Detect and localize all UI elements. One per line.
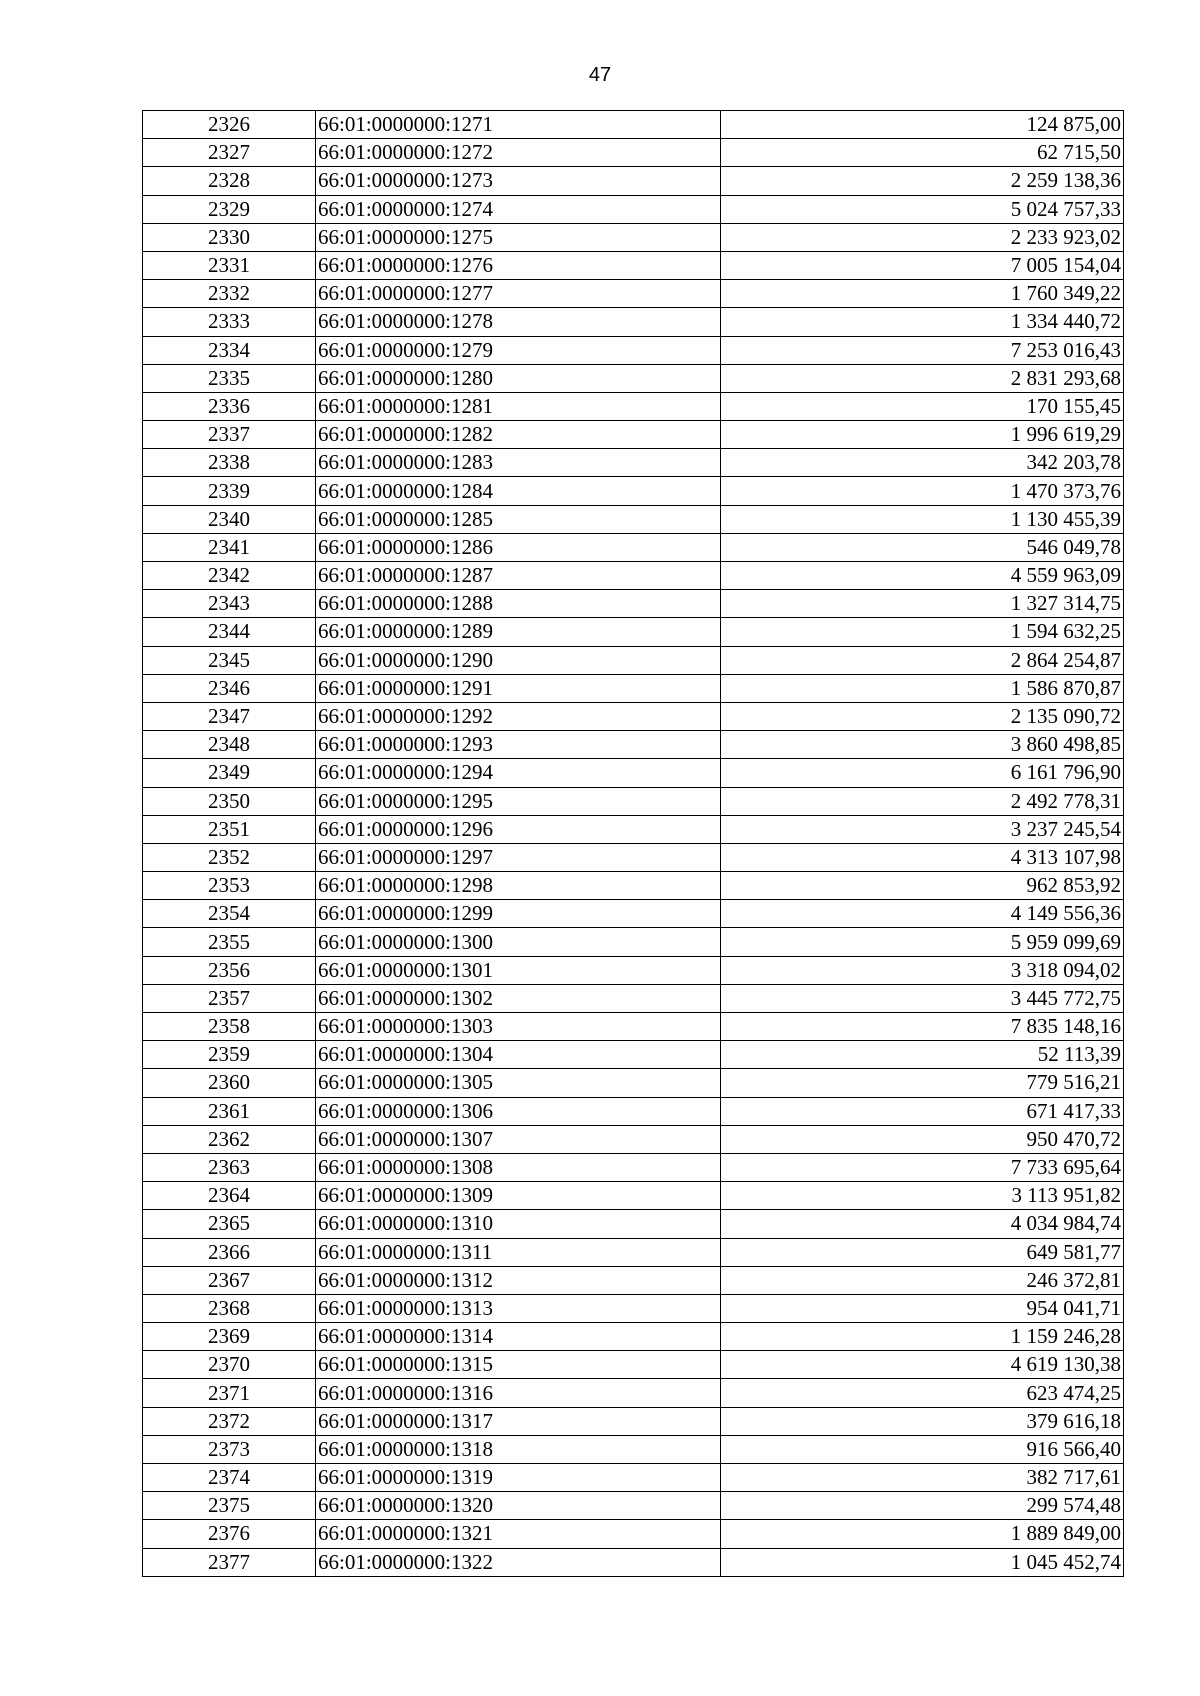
table-row bbox=[143, 280, 1124, 308]
cadastral-value-cell: 3 860 498,85 bbox=[721, 731, 1124, 759]
cadastral-value-cell: 62 715,50 bbox=[721, 139, 1124, 167]
table-row bbox=[143, 1153, 1124, 1181]
cadastral-number-cell: 66:01:0000000:1308 bbox=[316, 1153, 721, 1181]
table-row bbox=[143, 1464, 1124, 1492]
row-number-cell: 2365 bbox=[143, 1210, 316, 1238]
row-number-cell: 2355 bbox=[143, 928, 316, 956]
table-row bbox=[143, 1238, 1124, 1266]
cadastral-number-cell: 66:01:0000000:1320 bbox=[316, 1492, 721, 1520]
cadastral-value-cell: 916 566,40 bbox=[721, 1435, 1124, 1463]
row-number-cell: 2347 bbox=[143, 702, 316, 730]
cadastral-value-cell: 7 253 016,43 bbox=[721, 336, 1124, 364]
cadastral-number-cell: 66:01:0000000:1280 bbox=[316, 364, 721, 392]
cadastral-value-cell: 671 417,33 bbox=[721, 1097, 1124, 1125]
row-number-cell: 2332 bbox=[143, 280, 316, 308]
cadastral-number-cell: 66:01:0000000:1309 bbox=[316, 1182, 721, 1210]
table-row bbox=[143, 1351, 1124, 1379]
table-row bbox=[143, 787, 1124, 815]
row-number-cell: 2333 bbox=[143, 308, 316, 336]
table-row bbox=[143, 477, 1124, 505]
row-number-cell: 2370 bbox=[143, 1351, 316, 1379]
cadastral-value-cell: 962 853,92 bbox=[721, 872, 1124, 900]
table-row bbox=[143, 815, 1124, 843]
cadastral-number-cell: 66:01:0000000:1302 bbox=[316, 984, 721, 1012]
cadastral-value-cell: 649 581,77 bbox=[721, 1238, 1124, 1266]
cadastral-value-cell: 1 760 349,22 bbox=[721, 280, 1124, 308]
cadastral-value-cell: 779 516,21 bbox=[721, 1069, 1124, 1097]
cadastral-value-cell: 2 135 090,72 bbox=[721, 702, 1124, 730]
row-number-cell: 2335 bbox=[143, 364, 316, 392]
table-row bbox=[143, 1210, 1124, 1238]
cadastral-number-cell: 66:01:0000000:1288 bbox=[316, 590, 721, 618]
cadastral-number-cell: 66:01:0000000:1312 bbox=[316, 1266, 721, 1294]
cadastral-number-cell: 66:01:0000000:1273 bbox=[316, 167, 721, 195]
cadastral-value-cell: 950 470,72 bbox=[721, 1125, 1124, 1153]
cadastral-number-cell: 66:01:0000000:1292 bbox=[316, 702, 721, 730]
cadastral-value-cell: 4 559 963,09 bbox=[721, 562, 1124, 590]
table-row bbox=[143, 251, 1124, 279]
row-number-cell: 2363 bbox=[143, 1153, 316, 1181]
cadastral-number-cell: 66:01:0000000:1281 bbox=[316, 392, 721, 420]
row-number-cell: 2371 bbox=[143, 1379, 316, 1407]
row-number-cell: 2342 bbox=[143, 562, 316, 590]
cadastral-value-cell: 4 619 130,38 bbox=[721, 1351, 1124, 1379]
table-row bbox=[143, 223, 1124, 251]
cadastral-number-cell: 66:01:0000000:1287 bbox=[316, 562, 721, 590]
row-number-cell: 2360 bbox=[143, 1069, 316, 1097]
cadastral-number-cell: 66:01:0000000:1289 bbox=[316, 618, 721, 646]
row-number-cell: 2326 bbox=[143, 111, 316, 139]
table-row bbox=[143, 1182, 1124, 1210]
table-row bbox=[143, 843, 1124, 871]
cadastral-number-cell: 66:01:0000000:1304 bbox=[316, 1041, 721, 1069]
table-row bbox=[143, 1492, 1124, 1520]
row-number-cell: 2373 bbox=[143, 1435, 316, 1463]
row-number-cell: 2368 bbox=[143, 1294, 316, 1322]
row-number-cell: 2338 bbox=[143, 449, 316, 477]
table-row bbox=[143, 167, 1124, 195]
cadastral-value-cell: 5 959 099,69 bbox=[721, 928, 1124, 956]
table-row bbox=[143, 336, 1124, 364]
cadastral-value-cell: 4 149 556,36 bbox=[721, 900, 1124, 928]
row-number-cell: 2377 bbox=[143, 1548, 316, 1576]
cadastral-value-cell: 2 864 254,87 bbox=[721, 646, 1124, 674]
cadastral-number-cell: 66:01:0000000:1294 bbox=[316, 759, 721, 787]
cadastral-value-cell: 1 470 373,76 bbox=[721, 477, 1124, 505]
cadastral-number-cell: 66:01:0000000:1275 bbox=[316, 223, 721, 251]
cadastral-number-cell: 66:01:0000000:1318 bbox=[316, 1435, 721, 1463]
table-row bbox=[143, 392, 1124, 420]
cadastral-number-cell: 66:01:0000000:1293 bbox=[316, 731, 721, 759]
row-number-cell: 2366 bbox=[143, 1238, 316, 1266]
cadastral-value-cell: 2 492 778,31 bbox=[721, 787, 1124, 815]
cadastral-number-cell: 66:01:0000000:1295 bbox=[316, 787, 721, 815]
table-row bbox=[143, 195, 1124, 223]
row-number-cell: 2346 bbox=[143, 674, 316, 702]
cadastral-number-cell: 66:01:0000000:1315 bbox=[316, 1351, 721, 1379]
cadastral-value-cell: 299 574,48 bbox=[721, 1492, 1124, 1520]
cadastral-number-cell: 66:01:0000000:1277 bbox=[316, 280, 721, 308]
row-number-cell: 2357 bbox=[143, 984, 316, 1012]
cadastral-number-cell: 66:01:0000000:1303 bbox=[316, 1013, 721, 1041]
cadastral-number-cell: 66:01:0000000:1314 bbox=[316, 1323, 721, 1351]
cadastral-value-cell: 1 586 870,87 bbox=[721, 674, 1124, 702]
table-row bbox=[143, 1520, 1124, 1548]
cadastral-number-cell: 66:01:0000000:1322 bbox=[316, 1548, 721, 1576]
cadastral-number-cell: 66:01:0000000:1317 bbox=[316, 1407, 721, 1435]
row-number-cell: 2331 bbox=[143, 251, 316, 279]
row-number-cell: 2362 bbox=[143, 1125, 316, 1153]
cadastral-value-cell: 1 594 632,25 bbox=[721, 618, 1124, 646]
cadastral-number-cell: 66:01:0000000:1276 bbox=[316, 251, 721, 279]
cadastral-number-cell: 66:01:0000000:1296 bbox=[316, 815, 721, 843]
cadastral-value-cell: 2 233 923,02 bbox=[721, 223, 1124, 251]
cadastral-number-cell: 66:01:0000000:1272 bbox=[316, 139, 721, 167]
row-number-cell: 2367 bbox=[143, 1266, 316, 1294]
cadastral-value-cell: 7 005 154,04 bbox=[721, 251, 1124, 279]
table-row bbox=[143, 533, 1124, 561]
table-row bbox=[143, 1266, 1124, 1294]
cadastral-value-cell: 379 616,18 bbox=[721, 1407, 1124, 1435]
cadastral-value-cell: 124 875,00 bbox=[721, 111, 1124, 139]
table-row bbox=[143, 590, 1124, 618]
table-row bbox=[143, 872, 1124, 900]
cadastral-value-cell: 170 155,45 bbox=[721, 392, 1124, 420]
cadastral-value-table bbox=[142, 110, 1124, 1577]
cadastral-value-cell: 623 474,25 bbox=[721, 1379, 1124, 1407]
row-number-cell: 2372 bbox=[143, 1407, 316, 1435]
table-row bbox=[143, 1294, 1124, 1322]
cadastral-number-cell: 66:01:0000000:1291 bbox=[316, 674, 721, 702]
table-row bbox=[143, 1069, 1124, 1097]
cadastral-number-cell: 66:01:0000000:1279 bbox=[316, 336, 721, 364]
cadastral-number-cell: 66:01:0000000:1278 bbox=[316, 308, 721, 336]
table-row bbox=[143, 646, 1124, 674]
cadastral-value-cell: 1 334 440,72 bbox=[721, 308, 1124, 336]
cadastral-number-cell: 66:01:0000000:1301 bbox=[316, 956, 721, 984]
cadastral-value-cell: 382 717,61 bbox=[721, 1464, 1124, 1492]
cadastral-number-cell: 66:01:0000000:1311 bbox=[316, 1238, 721, 1266]
cadastral-number-cell: 66:01:0000000:1313 bbox=[316, 1294, 721, 1322]
table-row bbox=[143, 956, 1124, 984]
row-number-cell: 2358 bbox=[143, 1013, 316, 1041]
row-number-cell: 2356 bbox=[143, 956, 316, 984]
cadastral-value-cell: 2 259 138,36 bbox=[721, 167, 1124, 195]
cadastral-number-cell: 66:01:0000000:1298 bbox=[316, 872, 721, 900]
table-row bbox=[143, 1041, 1124, 1069]
row-number-cell: 2376 bbox=[143, 1520, 316, 1548]
row-number-cell: 2349 bbox=[143, 759, 316, 787]
row-number-cell: 2369 bbox=[143, 1323, 316, 1351]
cadastral-number-cell: 66:01:0000000:1316 bbox=[316, 1379, 721, 1407]
cadastral-value-cell: 342 203,78 bbox=[721, 449, 1124, 477]
row-number-cell: 2327 bbox=[143, 139, 316, 167]
row-number-cell: 2353 bbox=[143, 872, 316, 900]
cadastral-number-cell: 66:01:0000000:1286 bbox=[316, 533, 721, 561]
row-number-cell: 2339 bbox=[143, 477, 316, 505]
cadastral-value-cell: 6 161 796,90 bbox=[721, 759, 1124, 787]
cadastral-value-cell: 7 835 148,16 bbox=[721, 1013, 1124, 1041]
row-number-cell: 2328 bbox=[143, 167, 316, 195]
table-row bbox=[143, 308, 1124, 336]
table-row bbox=[143, 1125, 1124, 1153]
table-row bbox=[143, 1407, 1124, 1435]
row-number-cell: 2345 bbox=[143, 646, 316, 674]
table-row bbox=[143, 1379, 1124, 1407]
cadastral-value-cell: 3 237 245,54 bbox=[721, 815, 1124, 843]
row-number-cell: 2350 bbox=[143, 787, 316, 815]
cadastral-value-cell: 3 318 094,02 bbox=[721, 956, 1124, 984]
cadastral-value-cell: 1 889 849,00 bbox=[721, 1520, 1124, 1548]
table-row bbox=[143, 562, 1124, 590]
cadastral-value-cell: 546 049,78 bbox=[721, 533, 1124, 561]
cadastral-value-cell: 246 372,81 bbox=[721, 1266, 1124, 1294]
cadastral-number-cell: 66:01:0000000:1297 bbox=[316, 843, 721, 871]
cadastral-number-cell: 66:01:0000000:1319 bbox=[316, 1464, 721, 1492]
cadastral-value-cell: 5 024 757,33 bbox=[721, 195, 1124, 223]
table-row bbox=[143, 139, 1124, 167]
table-row bbox=[143, 364, 1124, 392]
table-row bbox=[143, 421, 1124, 449]
table-row bbox=[143, 984, 1124, 1012]
row-number-cell: 2351 bbox=[143, 815, 316, 843]
row-number-cell: 2375 bbox=[143, 1492, 316, 1520]
cadastral-number-cell: 66:01:0000000:1271 bbox=[316, 111, 721, 139]
row-number-cell: 2336 bbox=[143, 392, 316, 420]
row-number-cell: 2361 bbox=[143, 1097, 316, 1125]
cadastral-value-cell: 1 327 314,75 bbox=[721, 590, 1124, 618]
cadastral-value-cell: 3 445 772,75 bbox=[721, 984, 1124, 1012]
table-row bbox=[143, 1013, 1124, 1041]
cadastral-value-cell: 1 996 619,29 bbox=[721, 421, 1124, 449]
cadastral-number-cell: 66:01:0000000:1310 bbox=[316, 1210, 721, 1238]
table-row bbox=[143, 900, 1124, 928]
cadastral-value-cell: 3 113 951,82 bbox=[721, 1182, 1124, 1210]
table-row bbox=[143, 1097, 1124, 1125]
cadastral-number-cell: 66:01:0000000:1290 bbox=[316, 646, 721, 674]
cadastral-number-cell: 66:01:0000000:1284 bbox=[316, 477, 721, 505]
cadastral-value-cell: 52 113,39 bbox=[721, 1041, 1124, 1069]
row-number-cell: 2374 bbox=[143, 1464, 316, 1492]
cadastral-value-cell: 4 034 984,74 bbox=[721, 1210, 1124, 1238]
cadastral-number-cell: 66:01:0000000:1300 bbox=[316, 928, 721, 956]
row-number-cell: 2329 bbox=[143, 195, 316, 223]
row-number-cell: 2344 bbox=[143, 618, 316, 646]
table-row bbox=[143, 111, 1124, 139]
row-number-cell: 2364 bbox=[143, 1182, 316, 1210]
row-number-cell: 2337 bbox=[143, 421, 316, 449]
row-number-cell: 2334 bbox=[143, 336, 316, 364]
cadastral-number-cell: 66:01:0000000:1321 bbox=[316, 1520, 721, 1548]
table-row bbox=[143, 702, 1124, 730]
cadastral-number-cell: 66:01:0000000:1299 bbox=[316, 900, 721, 928]
cadastral-value-cell: 2 831 293,68 bbox=[721, 364, 1124, 392]
table-row bbox=[143, 618, 1124, 646]
table-row bbox=[143, 759, 1124, 787]
row-number-cell: 2343 bbox=[143, 590, 316, 618]
row-number-cell: 2352 bbox=[143, 843, 316, 871]
row-number-cell: 2330 bbox=[143, 223, 316, 251]
cadastral-value-cell: 7 733 695,64 bbox=[721, 1153, 1124, 1181]
table-row bbox=[143, 449, 1124, 477]
cadastral-value-cell: 4 313 107,98 bbox=[721, 843, 1124, 871]
row-number-cell: 2341 bbox=[143, 533, 316, 561]
table-row bbox=[143, 1548, 1124, 1576]
table-row bbox=[143, 731, 1124, 759]
row-number-cell: 2340 bbox=[143, 505, 316, 533]
row-number-cell: 2359 bbox=[143, 1041, 316, 1069]
page-number: 47 bbox=[588, 64, 612, 86]
cadastral-number-cell: 66:01:0000000:1274 bbox=[316, 195, 721, 223]
cadastral-number-cell: 66:01:0000000:1282 bbox=[316, 421, 721, 449]
cadastral-number-cell: 66:01:0000000:1283 bbox=[316, 449, 721, 477]
table-row bbox=[143, 1323, 1124, 1351]
cadastral-number-cell: 66:01:0000000:1305 bbox=[316, 1069, 721, 1097]
cadastral-value-cell: 1 159 246,28 bbox=[721, 1323, 1124, 1351]
row-number-cell: 2348 bbox=[143, 731, 316, 759]
cadastral-value-cell: 1 045 452,74 bbox=[721, 1548, 1124, 1576]
table-row bbox=[143, 505, 1124, 533]
cadastral-number-cell: 66:01:0000000:1285 bbox=[316, 505, 721, 533]
table-row bbox=[143, 1435, 1124, 1463]
cadastral-number-cell: 66:01:0000000:1306 bbox=[316, 1097, 721, 1125]
cadastral-value-cell: 954 041,71 bbox=[721, 1294, 1124, 1322]
row-number-cell: 2354 bbox=[143, 900, 316, 928]
cadastral-value-cell: 1 130 455,39 bbox=[721, 505, 1124, 533]
cadastral-number-cell: 66:01:0000000:1307 bbox=[316, 1125, 721, 1153]
table-row bbox=[143, 674, 1124, 702]
table-row bbox=[143, 928, 1124, 956]
table-body bbox=[143, 111, 1124, 1577]
